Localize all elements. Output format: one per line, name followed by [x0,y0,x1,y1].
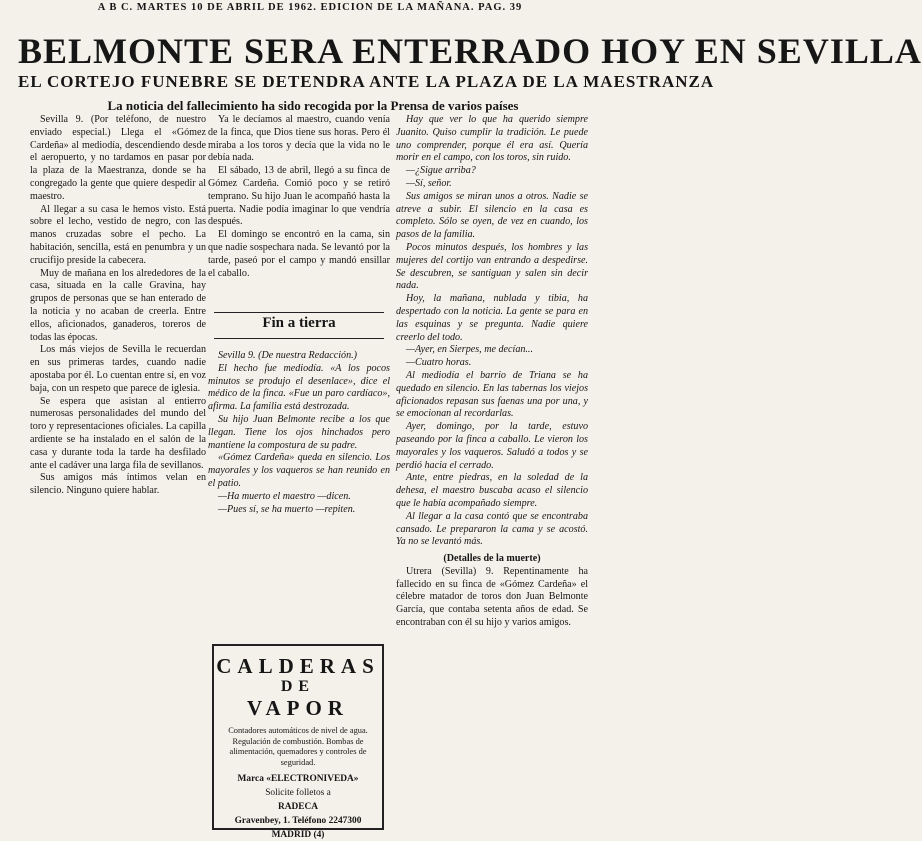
paragraph: Ya le decíamos al maestro, cuando venía de la finca, que Dios tiene sus horas. Pero él miraba a los toros y decía que la vida no le debía nada. [208,114,390,164]
paragraph: Su hijo Juan Belmonte recibe a los que llegan. Tiene los ojos hinchados pero mantiene la compostura de su padre. [208,413,390,451]
paragraph: Utrera (Sevilla) 9. Repentinamente ha fallecido en su finca de «Gómez Cardeña» el célebre matador de toros don Juan Belmonte García, que contaba setenta años de edad. Se encontraban con él su hijo y varios amigos. [396,565,588,629]
paragraph: Al llegar a su casa le hemos visto. Está sobre el lecho, vestido de negro, con las manos cruzadas sobre el pecho. La habitación, sencilla, está en penumbra y un crucifijo preside la cabecera. [30,203,206,266]
ad-title-line: VAPOR [247,696,349,720]
ad-address: Gravenbey, 1. Teléfono 2247300 [234,816,362,827]
paragraph: Sus amigos más íntimos velan en silencio. Ninguno quiere hablar. [30,472,206,497]
column-2-fire [208,350,390,635]
paragraph: Hay que ver lo que ha querido siempre Juanito. Quiso cumplir la tradición. Le puede uno comprender, porque él era así. Quería morir en el campo, con los toros, sin ruido. [396,114,588,164]
advertisement [212,644,384,841]
paragraph: —Cuatro horas. [406,357,472,369]
ad-company: Solicite folletos a [265,788,331,799]
paragraph: Pocos minutos después, los hombres y las mujeres del cortijo van entrando a despedirse. Se descubren, se santiguan y salen sin decir nada. [396,241,588,292]
running-head: A B C. MARTES 10 DE ABRIL DE 1962. EDICION DE LA MAÑANA. PAG. 39 [97,2,523,13]
column-1 [30,114,206,829]
paragraph: —Sí, señor. [406,177,452,189]
ad-city: MADRID (4) [271,830,325,841]
paragraph: El hecho fue mediodía. «A los pocos minutos se produjo el desenlace», dice el médico de la finca. «Fue un paro cardíaco», afirma. La familia está destrozada. [208,362,390,413]
divider [214,312,384,313]
paragraph: —Pues sí, se ha muerto —repiten. [218,503,356,515]
paragraph: «Gómez Cardeña» queda en silencio. Los mayorales y los vaqueros se han reunido en el patio. [208,452,390,489]
headline: BELMONTE SERA ENTERRADO HOY EN SEVILLA [18,31,922,71]
paragraph: Muy de mañana en los alrededores de la casa, situada en la calle Gravina, hay grupos de personas que se han enterado de la noticia y no acaban de creerla. Entre ellos, aficionados, ganaderos, toreros de todas las épocas. [30,267,206,343]
subsection-title: (Detalles de la muerte) [443,553,541,565]
paragraph: Hoy, la mañana, nublada y tibia, ha despertado con la noticia. La gente se para en las esquinas y se pregunta. Nadie quiere creerlo del todo. [396,293,588,343]
paragraph: El domingo se encontró en la cama, sin que nadie sospechara nada. Se levantó por la tarde, paseó por el campo y mandó ensillar el caballo. [208,229,390,279]
paragraph: —Ayer, en Sierpes, me decían... [406,344,533,356]
deck: La noticia del fallecimiento ha sido recogida por la Prensa de varios países [107,98,519,113]
paragraph: Sus amigos se miran unos a otros. Nadie se atreve a subir. El silencio en la casa es completo. Sólo se oyen, de vez en cuando, los pasos de la familia. [396,190,588,241]
divider [214,338,384,339]
column-3 [396,114,588,829]
paragraph: Los más viejos de Sevilla le recuerdan en sus primeras tardes, cuando nadie apostaba por él. Lo cuentan entre sí, en voz baja, con un respeto que parece de iglesia. [30,344,206,394]
ad-title-line: CALDERAS [216,654,380,678]
ad-name: RADECA [277,802,319,813]
paragraph: Ayer, domingo, por la tarde, estuvo paseando por la finca a caballo. Le vieron los mayorales y los vaqueros. Saludó a todos y se perdió hacia el cerrado. [396,421,588,471]
paragraph: Se espera que asistan al entierro numerosas personalidades del mundo del toro y representaciones oficiales. La capilla ardiente se ha instalado en el salón de la casa y durante toda la tarde ha desfilado ante el cadáver una larga fila de sevillanos. [30,395,206,471]
ad-title [214,654,382,720]
paragraph: Sevilla 9. (De nuestra Redacción.) [218,350,358,361]
paragraph: Sevilla 9. (Por teléfono, de nuestro enviado especial.) Llega el «Gómez Cardeña» al mediodía, descendiendo desde el aeropuerto, y no tardamos en pasar por la plaza de la Maestranza, donde se ha congregado la gente que quiere despedir al maestro. [30,114,206,202]
paragraph: —Ha muerto el maestro —dicen. [218,490,351,502]
section-title: Fin a tierra [262,315,336,331]
paragraph: El sábado, 13 de abril, llegó a su finca de Gómez Cardeña. Comió poco y se retiró temprano. Su hijo Juan le acompañó hasta la puerta. Nadie podía imaginar lo que vendría después. [208,165,390,228]
paragraph: Al mediodía el barrio de Triana se ha quedado en silencio. En las tabernas los viejos aficionados repasan sus faenas una por una, y se emocionan al recordarlas. [396,369,588,420]
paragraph: Ante, entre piedras, en la soledad de la dehesa, el maestro buscaba acaso el silencio que le había acompañado siempre. [396,472,588,509]
ad-brand: Marca «ELECTRONIVEDA» [237,774,359,785]
subheadline: EL CORTEJO FUNEBRE SE DETENDRA ANTE LA PLAZA DE LA MAESTRANZA [18,72,715,91]
column-2 [208,114,390,379]
paragraph: —¿Sigue arriba? [406,165,476,177]
ad-title-line: DE [280,678,316,695]
paragraph: Al llegar a la casa contó que se encontraba cansado. Le prepararon la cama y se acostó. Ya no se levantó más. [396,510,588,548]
ad-body: Contadores automáticos de nivel de agua. Regulación de combustión. Bombas de alimentación, quemadores y controles de seguridad. [228,726,368,767]
